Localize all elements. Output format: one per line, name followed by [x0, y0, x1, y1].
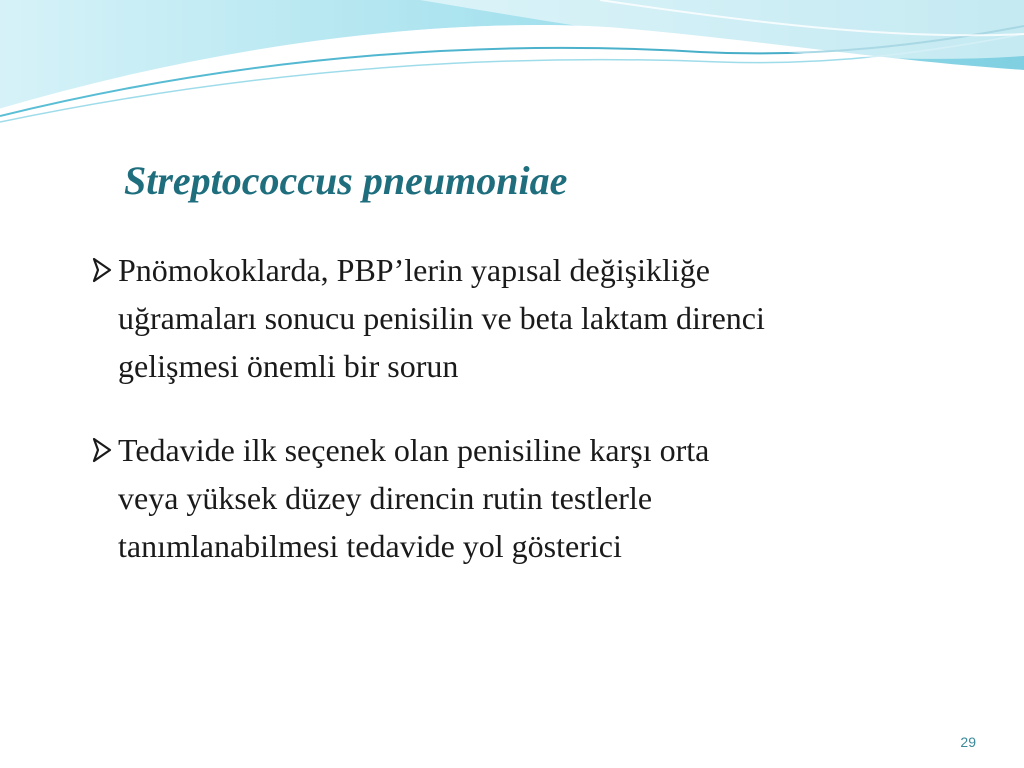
bullet-line: gelişmesi önemli bir sorun	[118, 348, 459, 384]
page-number: 29	[960, 734, 976, 750]
bullet-line: tanımlanabilmesi tedavide yol gösterici	[118, 528, 622, 564]
slide-title: Streptococcus pneumoniae	[124, 158, 568, 203]
wave-banner	[0, 0, 1024, 130]
bullet-line: veya yüksek düzey direncin rutin testlerle	[118, 480, 653, 516]
arrow-bullet-icon	[88, 426, 116, 474]
bullet-line: Tedavide ilk seçenek olan penisiline karşı orta	[118, 432, 710, 468]
bullet-item	[86, 246, 966, 390]
bullet-list	[86, 246, 966, 606]
bullet-line: Pnömokoklarda, PBP’lerin yapısal değişikliğe	[118, 252, 710, 288]
bullet-line: uğramaları sonucu penisilin ve beta laktam direnci	[118, 300, 765, 336]
bullet-item	[86, 426, 966, 570]
arrow-bullet-icon	[88, 246, 116, 294]
